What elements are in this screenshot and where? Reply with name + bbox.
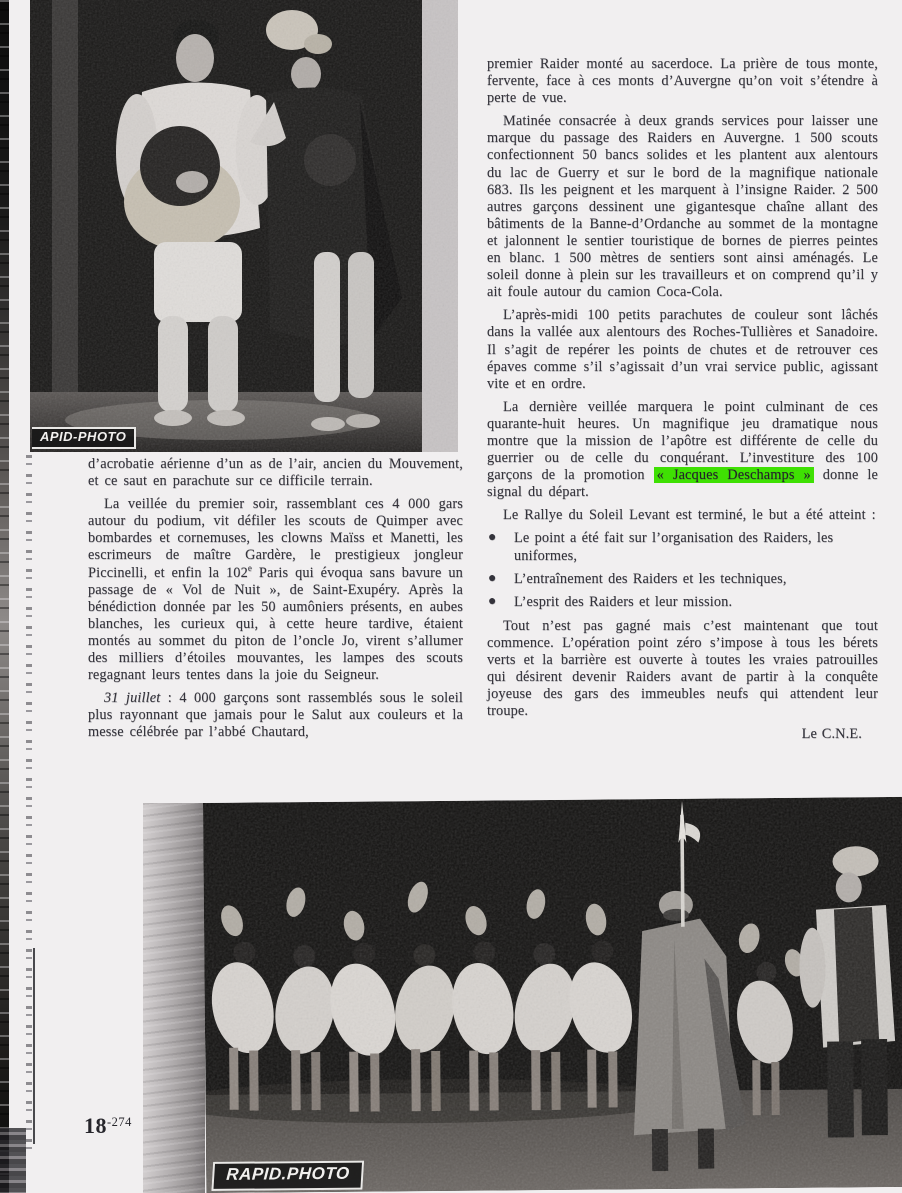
photo-credit-label	[32, 427, 136, 449]
paragraph-rallye: Le Rallye du Soleil Levant est terminé, le but a été atteint :	[503, 507, 876, 524]
photo-bottom-image	[203, 797, 902, 1193]
paragraph-parachutes: L’après-midi 100 petits parachutes de couleur sont lâchés dans la vallée aux alentours des Roches-Tullières et Sanadoire. Il s’agit de repérer les points de chutes et de retrouver ces épaves comme s’il s’agissait d’un vrai service public, agissant vite et en ordre.	[487, 307, 878, 392]
scan-fold-line	[33, 948, 35, 1144]
photo-credit-text: APID-PHOTO	[40, 429, 127, 445]
scan-speckle-band	[26, 455, 32, 1155]
paragraph-text: donne le signal du départ.	[487, 467, 879, 501]
left-text-column	[88, 456, 463, 748]
photo-night-pageant	[203, 797, 902, 1193]
bullet-item: ● Le point a été fait sur l’organisation des Raiders, les uniformes,	[487, 530, 878, 564]
date-italic: 31 juillet	[104, 690, 161, 707]
photo-costume-scene	[30, 0, 458, 452]
highlighted-name: « Jacques Deschamps »	[654, 467, 814, 483]
photo-top-image	[30, 0, 458, 452]
paragraph-text: La dernière veillée marquera le point culminant de ces quarante-huit heures. Un magnifique jeu dramatique nous montre que la mission de l’apôtre est différente de celle du guerrier ou de celle du conquérant. L’investiture des 100 garçons de la promotion	[487, 398, 878, 484]
signature: Le C.N.E.	[801, 726, 862, 743]
paragraph-veillee	[88, 496, 463, 684]
scan-left-edge	[0, 0, 9, 1193]
right-text-column	[487, 56, 878, 749]
ordinal-superscript: e	[247, 562, 253, 573]
paragraph-conclusion: Tout n’est pas gagné mais c’est maintenant que tout commence. L’opération point zéro s’impose à tous les bérets verts et la barrière est ouverte à toutes les vraies patrouilles qui désirent devenir Raiders avant de partir à la conquête joyeuse des gars des immeubles neufs qui attendent leur troupe.	[487, 617, 878, 720]
page-number-main: 18	[84, 1113, 107, 1138]
paragraph-sacerdoce: premier Raider monté au sacerdoce. La prière de tous monte, fervente, face à ces monts d’Auvergne qu’on voit s’étendre à perte de vue.	[487, 56, 878, 107]
page-number-suffix: -274	[107, 1115, 132, 1129]
photo-caption-paragraph: d’acrobatie aérienne d’un as de l’air, ancien du Mouvement, et ce saut en parachute sur ce difficile terrain.	[88, 456, 463, 490]
page-number	[84, 1113, 132, 1139]
bullet-item: ● L’entraînement des Raiders et les techniques,	[487, 571, 878, 588]
photo-credit-text: RAPID.PHOTO	[225, 1163, 351, 1184]
paragraph-text: La veillée du premier soir, rassemblant ces 4 000 gars autour du podium, vit défiler les scouts de Quimper avec bombardes et cornemuses, les clowns Maïss et Manetti, les escrimeurs de maître Gardère, le prestigieux jongleur Piccinelli, et enfin la 102	[88, 496, 463, 581]
bullet-item: ● L’esprit des Raiders et leur mission.	[487, 594, 878, 611]
paragraph-text: : 4 000 garçons sont rassemblés sous le soleil plus rayonnant que jamais pour le Salut aux couleurs et la messe célébrée par l’abbé Chautard,	[88, 690, 463, 741]
paragraph-text: Paris qui évoqua sans bavure un passage de « Vol de Nuit », de Saint-Exupéry. Après la bénédiction donnée par les 50 aumôniers présents, en aubes blanches, les curieux qui, à cette heure tardive, étaient montés au sommet du piton de l’oncle Jo, virent s’allumer des milliers d’étoiles mouvantes, les lampes des scouts regagnant leurs tentes dans la joie du Seigneur.	[88, 564, 463, 684]
scan-gray-band	[143, 803, 205, 1193]
paragraph-31-juillet	[88, 690, 463, 741]
scan-corner-blotch	[0, 1128, 26, 1193]
paragraph-matinee: Matinée consacrée à deux grands services pour laisser une marque du passage des Raiders en Auvergne. 1 500 scouts confectionnent 50 bancs solides et les plantent aux alentours du lac de Guerry et sur le bord de la magnifique nationale 683. Ils les peignent et les marquent à l’insigne Raider. 2 500 autres garçons dessinent une gigantesque chaîne allant des bâtiments de la Banne-d’Ordanche au sommet de la montagne et jalonnent le sentier touristique de bornes de pierres peintes en blanc. 1 500 mètres de sentiers sont ainsi aménagés. Le soleil donne à plein sur les travailleurs et on comprend qu’il y ait foule autour du camion Coca-Cola.	[487, 113, 878, 301]
photo-credit-label	[211, 1161, 364, 1191]
bullet-list	[487, 530, 878, 610]
paragraph-investiture	[487, 399, 878, 502]
